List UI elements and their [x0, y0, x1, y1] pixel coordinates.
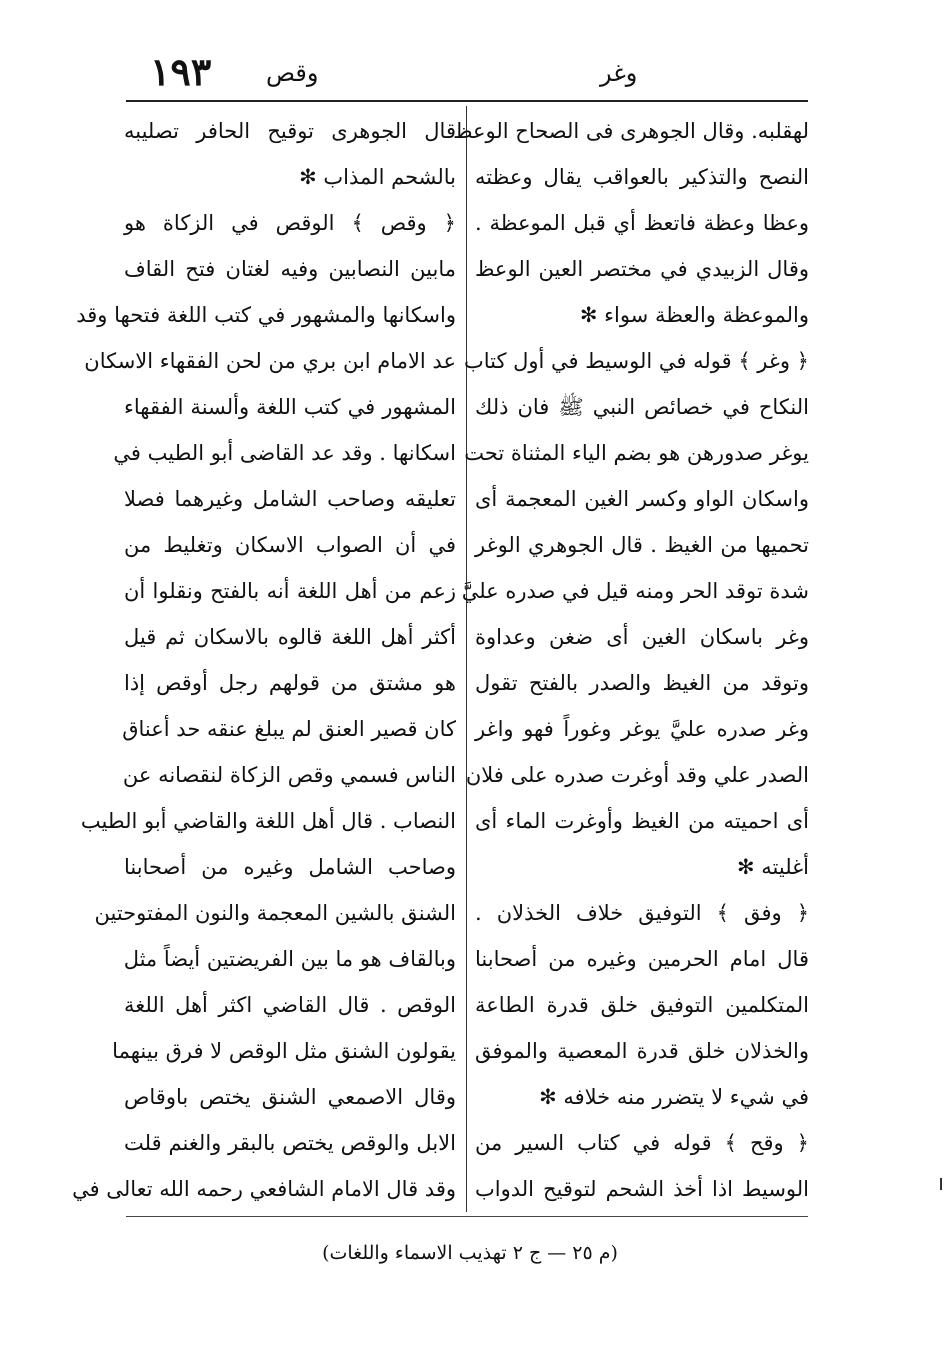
text-line: لهقلبه. وقال الجوهرى فى الصحاح الوعظ: [453, 119, 809, 143]
text-line: بالشحم المذاب ✻: [299, 165, 456, 189]
text-line: هو مشتق من قولهم رجل أوقص إذا: [124, 671, 456, 695]
entry-heading-line: ﴿ وقح ﴾ قوله في كتاب السير من: [475, 1131, 809, 1155]
text-line: وقد قال الامام الشافعي رحمه الله تعالى في: [72, 1177, 456, 1201]
text-line: تعليقه وصاحب الشامل وغيرهما فصلا: [124, 487, 456, 511]
header-rule: [126, 100, 808, 102]
text-line: واسكانها والمشهور في كتب اللغة فتحها وقد: [76, 303, 456, 327]
text-line: في أن الصواب الاسكان وتغليط من: [124, 533, 456, 557]
entry-heading-line: ﴿ وقص ﴾ الوقص في الزكاة هو: [124, 211, 456, 235]
left-column: [72, 108, 456, 1212]
page-edge-mark: [940, 1178, 942, 1190]
text-line: المتكلمين التوفيق خلق قدرة الطاعة: [475, 993, 809, 1017]
footer-rule: [126, 1216, 808, 1217]
text-line: الابل والوقص يختص بالبقر والغنم قلت: [124, 1131, 456, 1155]
text-line: وغر باسكان الغين أى ضغن وعداوة: [475, 625, 809, 649]
text-line: وقال الزبيدي في مختصر العين الوعظ: [475, 257, 809, 281]
text-line: والموعظة والعظة سواء ✻: [579, 303, 809, 327]
text-line: أى احميته من الغيظ وأوغرت الماء أى: [475, 809, 809, 833]
page-header: [0, 0, 948, 100]
text-line: قال الجوهرى توقيح الحافر تصليبه: [124, 119, 456, 143]
text-line: وصاحب الشامل وغيره من أصحابنا: [124, 855, 456, 879]
text-line: الشنق بالشين المعجمة والنون المفتوحتين: [94, 901, 456, 925]
footer-signature: (م ٢٥ — ج ٢ تهذيب الاسماء واللغات): [322, 1242, 618, 1264]
text-line: مابين النصابين وفيه لغتان فتح القاف: [124, 257, 456, 281]
text-line: قال امام الحرمين وغيره من أصحابنا: [475, 947, 809, 971]
header-left-keyword: وقص: [266, 59, 319, 87]
text-line: شدة توقد الحر ومنه قيل في صدره عليَّ: [461, 579, 809, 603]
text-line: في شيء لا يتضرر منه خلافه ✻: [539, 1085, 809, 1109]
header-right-keyword: وغر: [600, 59, 638, 87]
text-line: النصح والتذكير بالعواقب يقال وعظته: [475, 165, 809, 189]
text-line: وعظا وعظة فاتعظ أي قبل الموعظة .: [475, 211, 809, 235]
text-line: والخذلان خلق قدرة المعصية والموفق: [475, 1039, 809, 1063]
text-line: عد الامام ابن بري من لحن الفقهاء الاسكان: [84, 349, 456, 373]
text-line: أكثر أهل اللغة قالوه بالاسكان ثم قيل: [124, 625, 456, 649]
text-line: واسكان الواو وكسر الغين المعجمة أى: [475, 487, 809, 511]
text-line: النصاب . قال أهل اللغة والقاضي أبو الطيب: [80, 809, 456, 833]
text-line: المشهور في كتب اللغة وألسنة الفقهاء: [124, 395, 456, 419]
text-line: كان قصير العنق لم يبلغ عنقه حد أعناق: [122, 717, 456, 741]
column-divider: [466, 106, 467, 1212]
right-column: [453, 108, 809, 1212]
text-line: وتوقد من الغيظ والصدر بالفتح تقول: [475, 671, 809, 695]
text-line: وقال الاصمعي الشنق يختص باوقاص: [124, 1085, 456, 1109]
text-line: أغليته ✻: [737, 855, 809, 879]
text-line: يوغر صدورهن هو بضم الياء المثناة تحت: [464, 441, 809, 465]
text-line: وبالقاف هو ما بين الفريضتين أيضاً مثل: [123, 947, 456, 971]
entry-heading-line: ﴿ وغر ﴾ قوله في الوسيط في أول كتاب: [463, 349, 809, 373]
text-line: الوقص . قال القاضي اكثر أهل اللغة: [124, 993, 456, 1017]
entry-heading-line: ﴿ وفق ﴾ التوفيق خلاف الخذلان .: [475, 901, 809, 925]
text-line: الناس فسمي وقص الزكاة لنقصانه عن: [122, 763, 456, 787]
text-line: الصدر علي وقد أوغرت صدره على فلان: [465, 763, 809, 787]
text-line: الوسيط اذا أخذ الشحم لتوقيح الدواب: [475, 1177, 809, 1201]
text-line: النكاح في خصائص النبي ﷺ فان ذلك: [475, 395, 809, 419]
text-line: يقولون الشنق مثل الوقص لا فرق بينهما: [112, 1039, 456, 1063]
page-number: ١٩٣: [150, 49, 212, 94]
text-line: تحميها من الغيظ . قال الجوهري الوغر: [475, 533, 809, 557]
text-line: زعم من أهل اللغة أنه بالفتح ونقلوا أن: [124, 579, 456, 603]
text-line: وغر صدره عليَّ يوغر وغوراً فهو واغر: [475, 717, 809, 741]
text-line: اسكانها . وقد عد القاضى أبو الطيب في: [113, 441, 456, 465]
